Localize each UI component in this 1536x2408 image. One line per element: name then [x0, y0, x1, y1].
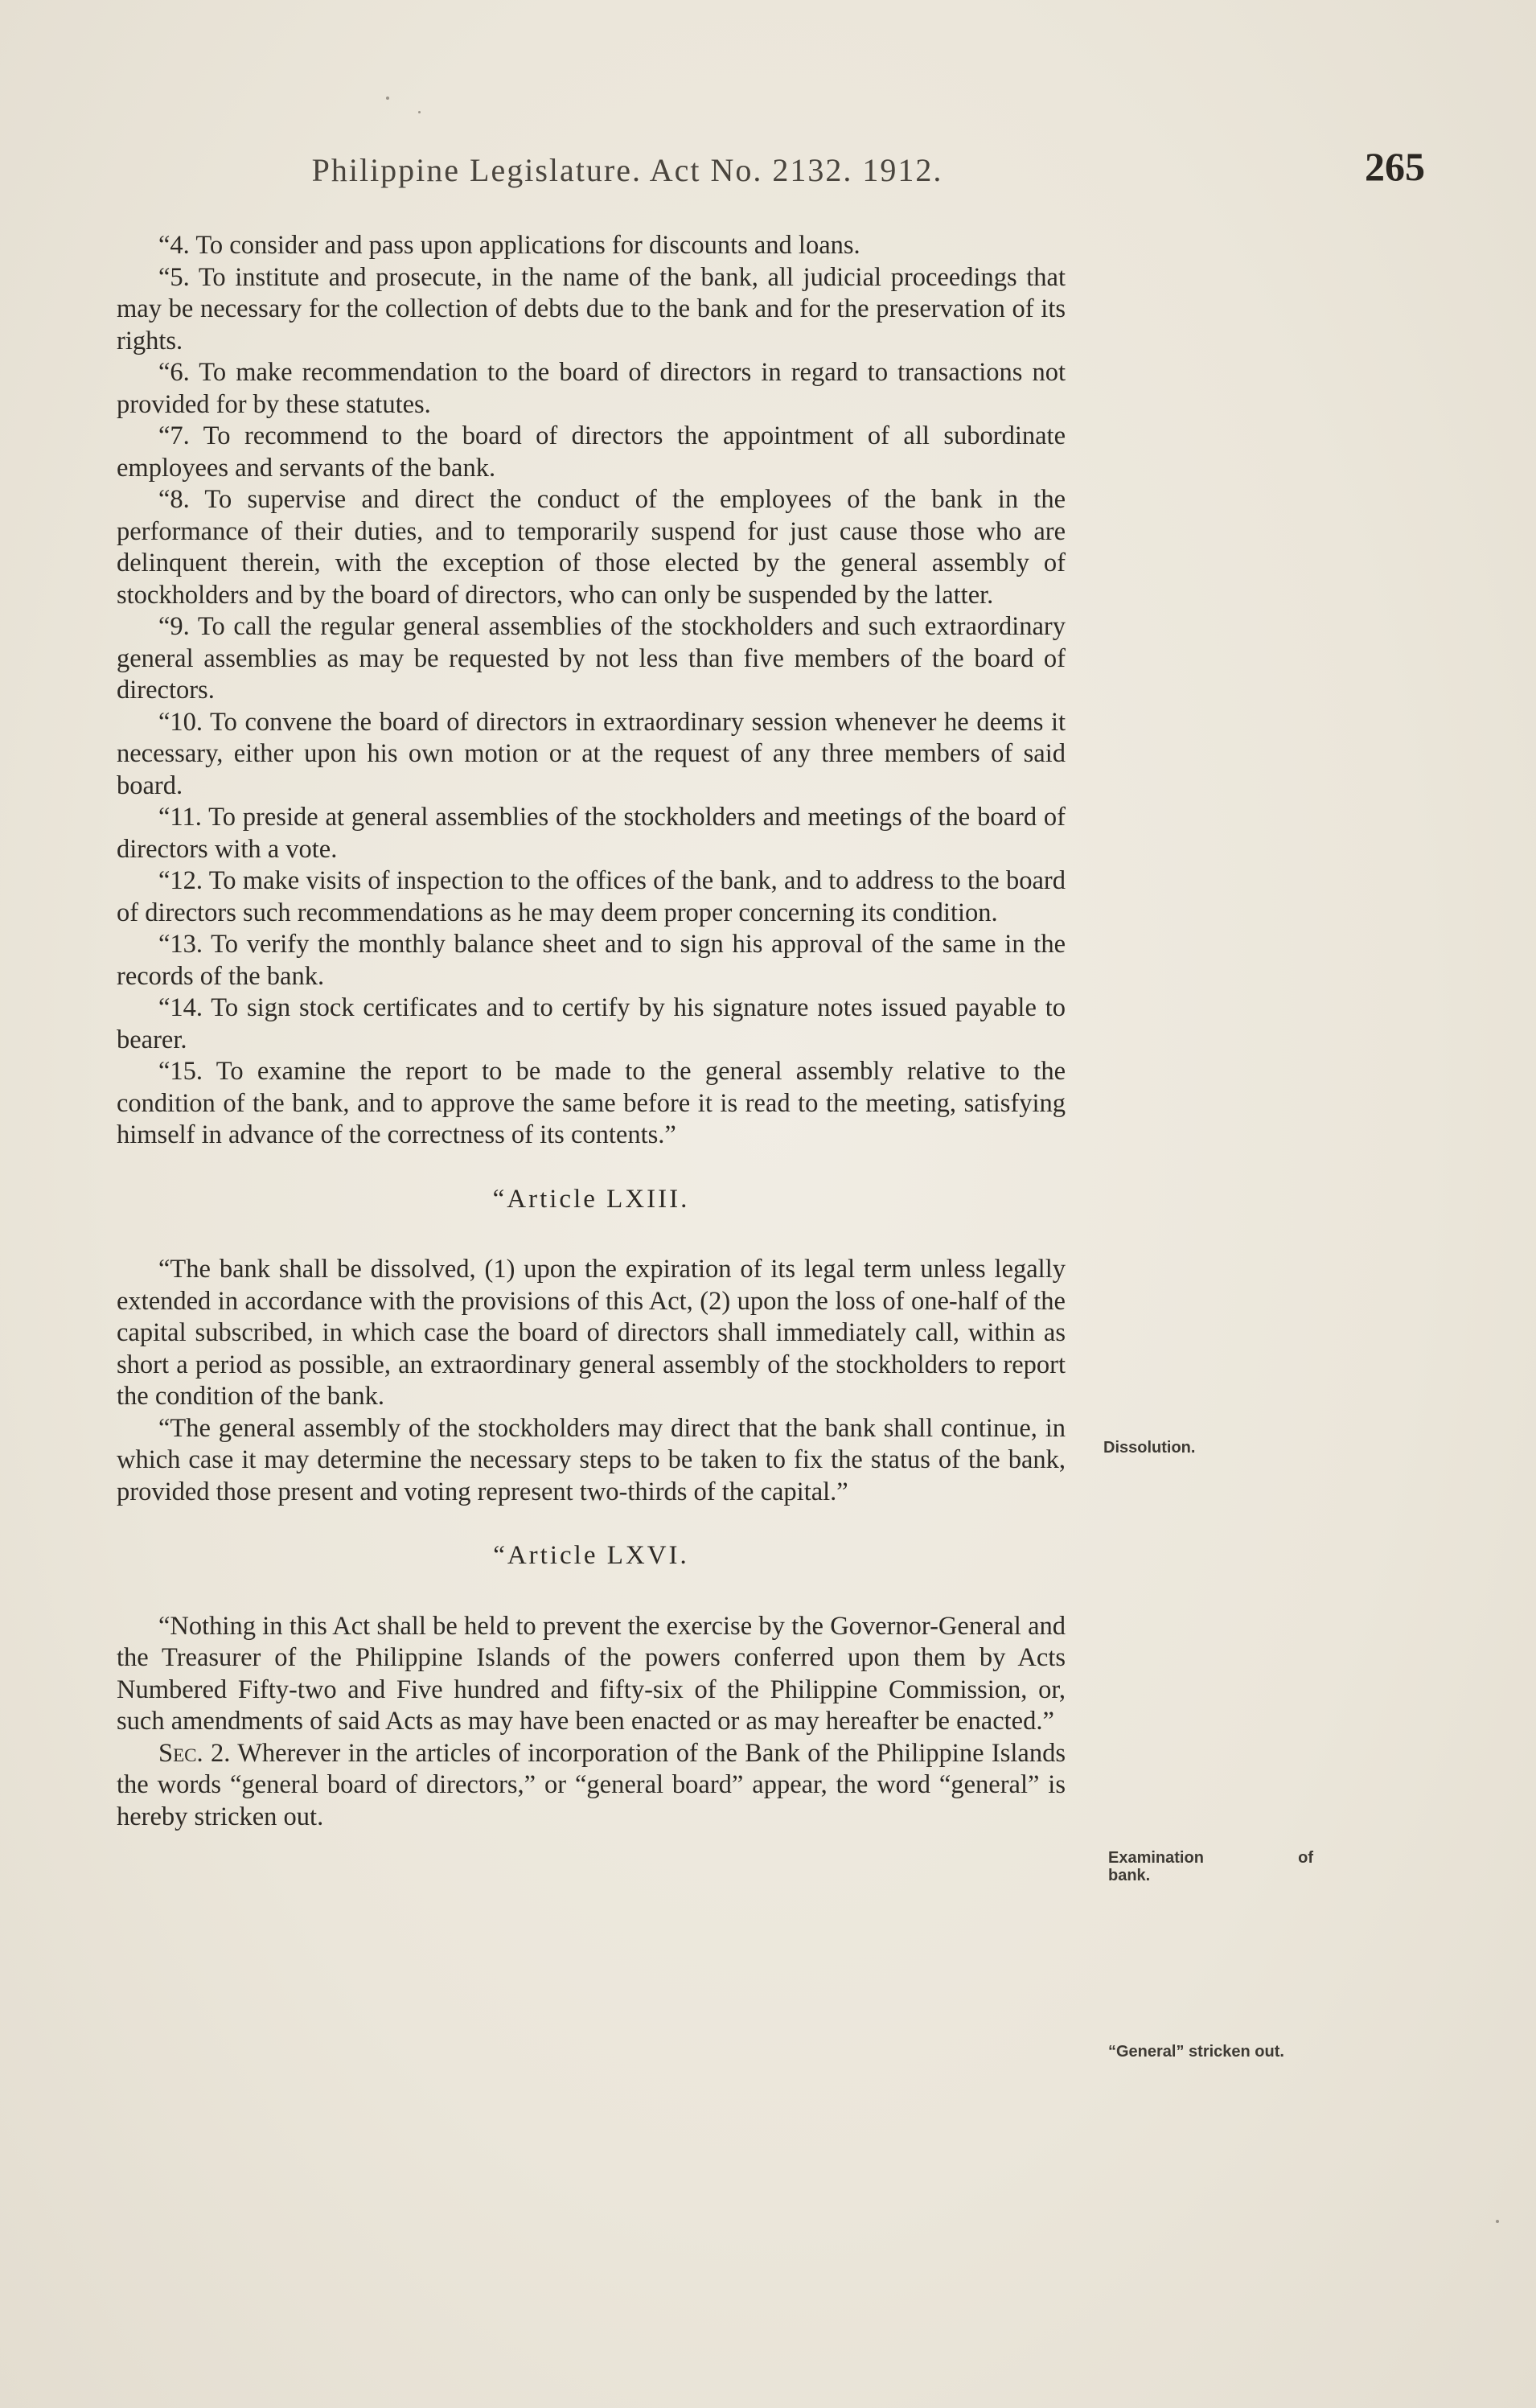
paragraph-13: “13. To verify the monthly balance sheet and to sign his approval of the same in the records of the bank. — [117, 930, 1066, 991]
article-66-heading: “Article LXVI. — [493, 1541, 689, 1570]
article-63-heading: “Article LXIII. — [492, 1184, 690, 1214]
body-text — [117, 230, 1066, 1833]
section-2-text: Wherever in the articles of incorporation of the Bank of the Philippine Islands the words “general board of directors,” or “general board” appear, the word “general” is hereby stricken out. — [117, 1738, 1066, 1831]
paragraph-10: “10. To convene the board of directors in extraordinary session whenever he deems it necessary, either upon his own motion or at the request of any three members of said board. — [117, 707, 1066, 800]
paragraph-15: “15. To examine the report to be made to the general assembly relative to the condition of the bank, and to approve the same before it is read to the meeting, satisfying himself in advance of the correctness of its contents.” — [117, 1057, 1066, 1149]
article-66-paragraph-1: “Nothing in this Act shall be held to prevent the exercise by the Governor-General and the Treasurer of the Philippine Islands of the powers conferred upon them by Acts Numbered Fifty-two and Five hundred and fifty-six of the Philippine Commission, or, such amendments of said Acts as may have been enacted or as may hereafter be enacted.” — [117, 1611, 1066, 1736]
article-63-paragraph-1: “The bank shall be dissolved, (1) upon the expiration of its legal term unless legally extended in accordance with the provisions of this Act, (2) upon the loss of one-half of the capital subscribed, in which case the board of directors shall immediately call, within as short a period as possible, an extraordinary general assembly of the stockholders to report the condition of the bank. — [117, 1255, 1066, 1411]
page-number: 265 — [1365, 144, 1425, 189]
paragraph-6: “6. To make recommendation to the board of directors in regard to transactions not provided for by these statutes. — [117, 358, 1066, 419]
side-note-examination-line-1: Examination of — [1108, 1849, 1313, 1867]
paragraph-5: “5. To institute and prosecute, in the name of the bank, all judicial proceedings that may be necessary for the collection of debts due to the bank and for the preservation of its rights. — [117, 262, 1066, 355]
paragraph-8: “8. To supervise and direct the conduct of the employees of the bank in the performance of their duties, and to temporarily suspend for just cause those who are delinquent therein, with the exception of those elected by the general assembly of stockholders and by the board of directors, who can only be suspended by the latter. — [117, 485, 1066, 610]
side-note-examination — [1108, 1849, 1313, 1884]
paragraph-14: “14. To sign stock certificates and to certify by his signature notes issued payable to bearer. — [117, 993, 1066, 1054]
side-note-dissolution: Dissolution. — [1103, 1439, 1196, 1457]
side-note-general-stricken: “General” stricken out. — [1108, 2043, 1284, 2061]
paragraph-4: “4. To consider and pass upon applications for discounts and loans. — [158, 231, 860, 260]
section-2-label: Sec. 2. — [158, 1738, 231, 1768]
paragraph-11: “11. To preside at general assemblies of the stockholders and meetings of the board of directors with a vote. — [117, 803, 1066, 864]
paragraph-12: “12. To make visits of inspection to the offices of the bank, and to address to the board of directors such recommendations as he may deem proper concerning its condition. — [117, 866, 1066, 927]
paragraph-9: “9. To call the regular general assemblies of the stockholders and such extraordinary general assemblies as may be requested by not less than five members of the board of directors. — [117, 612, 1066, 705]
section-2-paragraph — [117, 1738, 1066, 1834]
side-note-examination-line-2: bank. — [1108, 1867, 1151, 1884]
article-63-paragraph-2: “The general assembly of the stockholders may direct that the bank shall continue, in which case it may determine the necessary steps to be taken to fix the status of the bank, provided those present and voting represent two-thirds of the capital.” — [117, 1413, 1066, 1506]
paper-speck — [418, 111, 421, 113]
running-head: Philippine Legislature. Act No. 2132. 1912. — [311, 152, 943, 188]
paragraph-7: “7. To recommend to the board of directors the appointment of all subordinate employees and servants of the bank. — [117, 421, 1066, 483]
paper-speck — [386, 97, 389, 100]
paper-speck — [1496, 2220, 1499, 2223]
